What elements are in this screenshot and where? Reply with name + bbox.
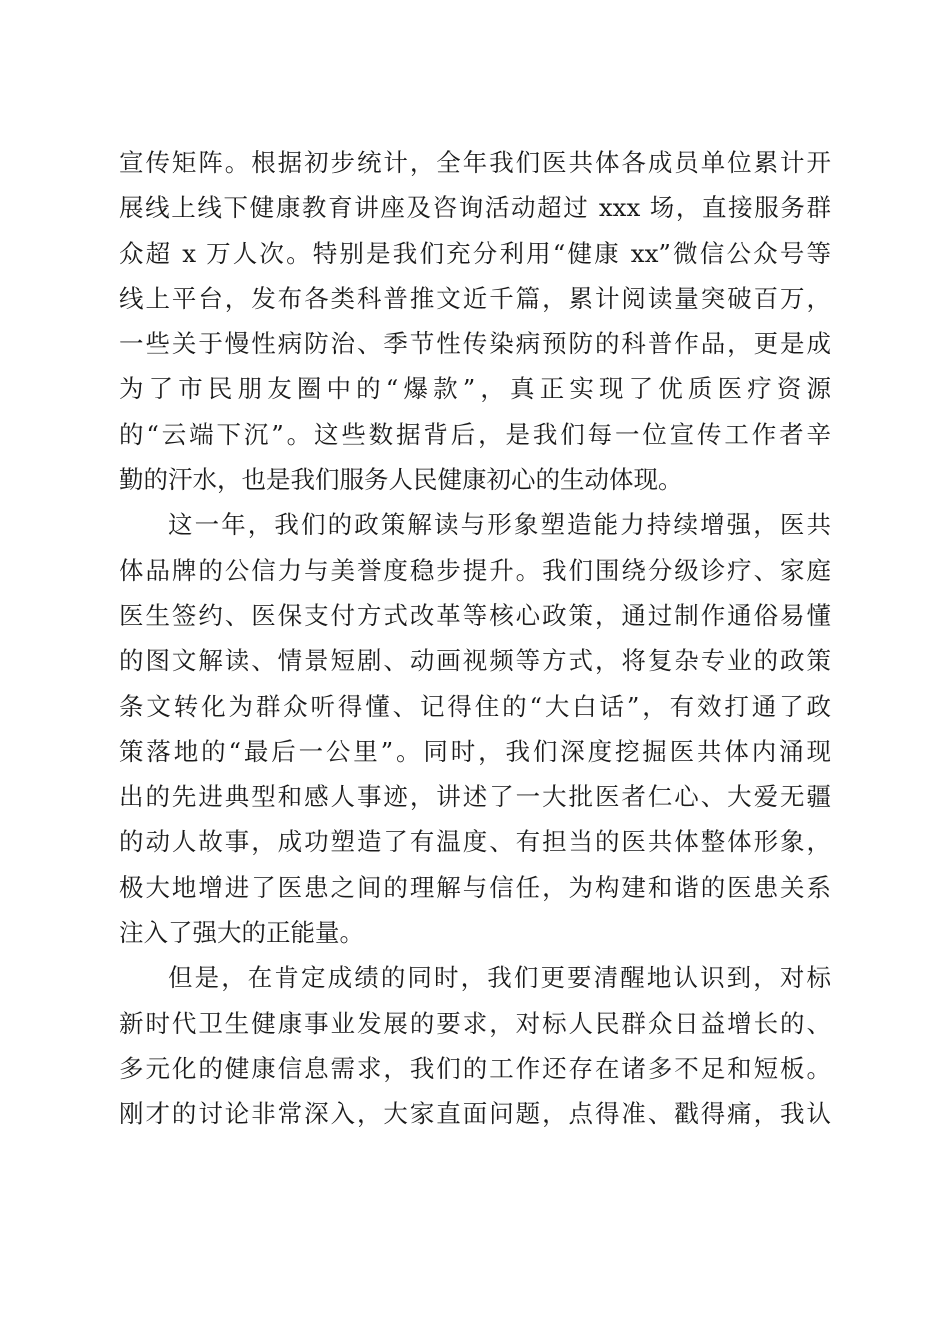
text-line: 展线上线下健康教育讲座及咨询活动超过 xxx 场，直接服务群: [119, 193, 831, 223]
text-line: 医生签约、医保支付方式改革等核心政策，通过制作通俗易懂: [119, 600, 831, 630]
text-line: 线上平台，发布各类科普推文近千篇，累计阅读量突破百万，: [119, 283, 831, 313]
text-line: 勤的汗水，也是我们服务人民健康初心的生动体现。: [119, 465, 683, 495]
paragraph-1: [119, 140, 831, 502]
text-line: 的动人故事，成功塑造了有温度、有担当的医共体整体形象，: [119, 827, 831, 857]
text-line: 为了市民朋友圈中的“爆款”，真正实现了优质医疗资源: [119, 374, 831, 404]
text-line: 策落地的“最后一公里”。同时，我们深度挖掘医共体内涌现: [119, 736, 831, 766]
text-line: 多元化的健康信息需求，我们的工作还存在诸多不足和短板。: [119, 1053, 831, 1083]
text-line: 宣传矩阵。根据初步统计，全年我们医共体各成员单位累计开: [119, 148, 831, 177]
text-line: 这一年，我们的政策解读与形象塑造能力持续增强，医共: [168, 510, 831, 540]
text-line: 条文转化为群众听得懂、记得住的“大白话”，有效打通了政: [119, 691, 831, 721]
text-line: 的图文解读、情景短剧、动画视频等方式，将复杂专业的政策: [119, 646, 831, 676]
text-line: 的“云端下沉”。这些数据背后，是我们每一位宣传工作者辛: [119, 419, 831, 449]
text-line: 极大地增进了医患之间的理解与信任，为构建和谐的医患关系: [119, 872, 831, 902]
text-line: 但是，在肯定成绩的同时，我们更要清醒地认识到，对标: [168, 963, 831, 993]
text-line: 新时代卫生健康事业发展的要求，对标人民群众日益增长的、: [119, 1008, 831, 1038]
paragraph-3: [119, 955, 831, 1136]
paragraph-2: [119, 502, 831, 955]
text-line: 体品牌的公信力与美誉度稳步提升。我们围绕分级诊疗、家庭: [119, 555, 831, 585]
document-body: [119, 140, 831, 1137]
text-line: 一些关于慢性病防治、季节性传染病预防的科普作品，更是成: [119, 329, 831, 359]
text-line: 注入了强大的正能量。: [119, 918, 364, 948]
text-line: 出的先进典型和感人事迹，讲述了一大批医者仁心、大爱无疆: [119, 782, 831, 812]
text-line: 众超 x 万人次。特别是我们充分利用“健康 xx”微信公众号等: [119, 238, 831, 268]
text-line: 刚才的讨论非常深入，大家直面问题，点得准、戳得痛，我认: [119, 1099, 831, 1129]
